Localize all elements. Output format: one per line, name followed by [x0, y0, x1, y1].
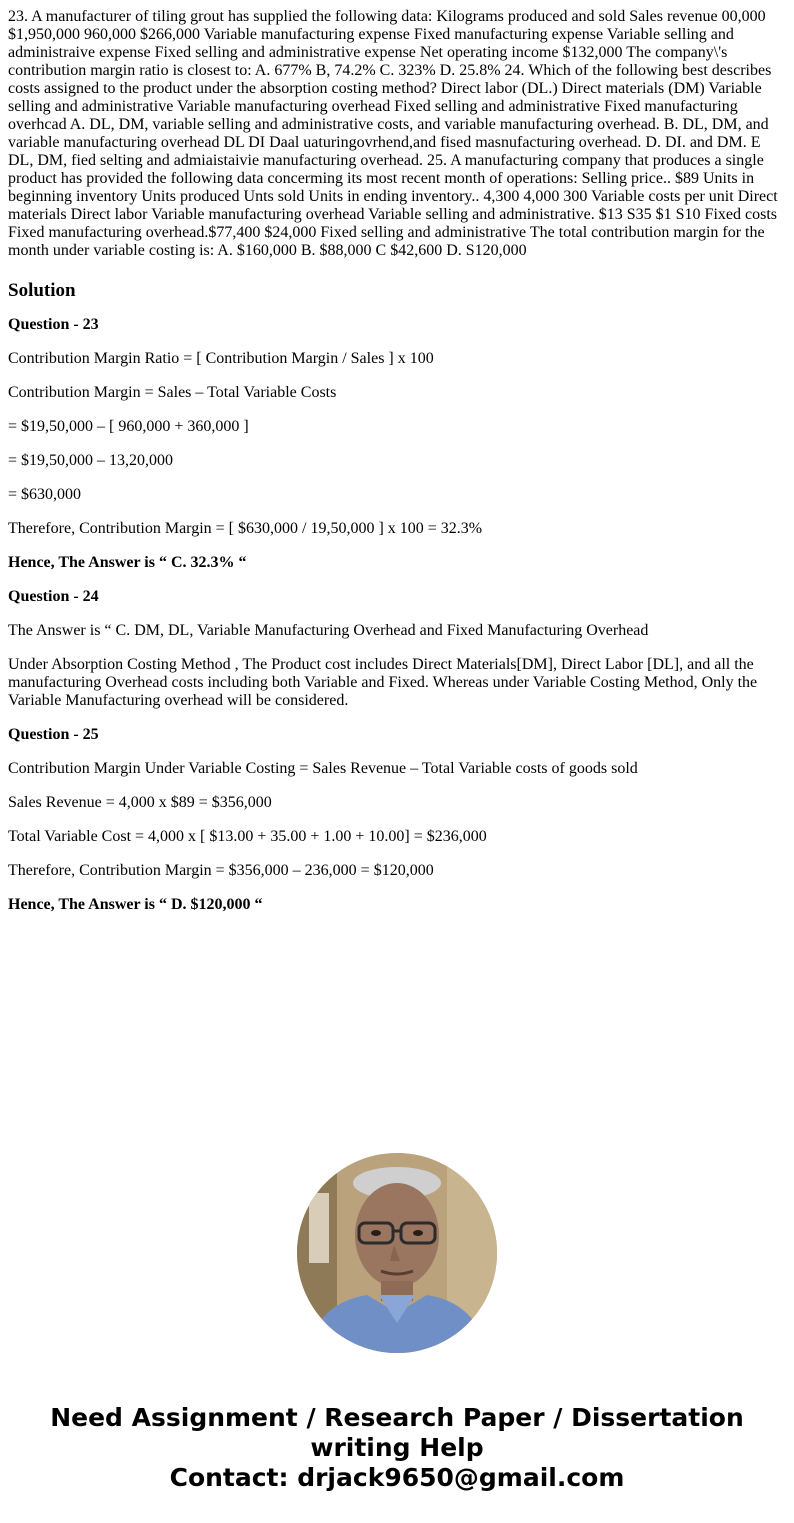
solution-paragraph: Sales Revenue = 4,000 x $89 = $356,000	[8, 794, 272, 811]
solution-subheading: Hence, The Answer is “ C. 32.3% “	[8, 554, 247, 571]
footer-contact-banner	[0, 1403, 794, 1493]
question-text: 23. A manufacturer of tiling grout has supplied the following data: Kilograms produced and sold Sales revenue 00,000 $1,950,000 960,000 $266,000 Variable manufacturing expense Fixed manufacturing expense Variable selling and administraive expense Fixed selling and administrative expense Net operating income $132,000 The company\'s contribution margin ratio is closest to: A. 677% B, 74.2% C. 323% D. 25.8% 24. Which of the following best describes costs assigned to the product under the absorption costing method? Direct labor (DL.) Direct materials (DM) Variable selling and administrative Variable manufacturing overhead Fixed selling and administrative Fixed manufacturing overhcad A. DL, DM, variable selling and administrative costs, and variable manufacturing overhead. B. DL, DM, and variable manufacturing overhead DL DI Daal uaturingovrhend,and fised masnufacturing overhead. D. DI. and DM. E DL, DM, fied selting and admiaistaivie manufacturing overhead. 25. A manufacturing company that produces a single product has provided the following data concerming its most recent month of operations: Selling price.. $89 Units in beginning inventory Units produced Unts sold Units in ending inventory.. 4,300 4,000 300 Variable costs per unit Direct materials Direct labor Variable manufacturing overhead Variable selling and administrative. $13 S35 $1 S10 Fixed costs Fixed manufacturing overhead.$77,400 $24,000 Fixed selling and administrative The total contribution margin for the month under variable costing is: A. $160,000 B. $88,000 C $42,600 D. S120,000	[8, 8, 778, 259]
solution-paragraph: = $19,50,000 – [ 960,000 + 360,000 ]	[8, 418, 249, 435]
solution-subheading: Hence, The Answer is “ D. $120,000 “	[8, 896, 263, 913]
solution-paragraph: = $19,50,000 – 13,20,000	[8, 452, 174, 469]
solution-heading: Solution	[8, 280, 76, 301]
solution-paragraph: Contribution Margin = Sales – Total Variable Costs	[8, 384, 337, 401]
solution-paragraph: Therefore, Contribution Margin = [ $630,000 / 19,50,000 ] x 100 = 32.3%	[8, 520, 483, 537]
tutor-portrait-icon	[297, 1153, 497, 1353]
footer-line-2: writing Help	[310, 1433, 484, 1462]
solution-paragraph: = $630,000	[8, 486, 82, 503]
solution-paragraph: Total Variable Cost = 4,000 x [ $13.00 + 35.00 + 1.00 + 10.00] = $236,000	[8, 828, 487, 845]
solution-subheading: Question - 23	[8, 316, 99, 333]
solution-subheading: Question - 25	[8, 726, 99, 743]
solution-subheading: Question - 24	[8, 588, 99, 605]
footer-contact-email: Contact: drjack9650@gmail.com	[169, 1463, 625, 1492]
page-content	[8, 8, 786, 930]
footer-line-1: Need Assignment / Research Paper / Dissertation	[50, 1403, 744, 1432]
solution-paragraph: Therefore, Contribution Margin = $356,000 – 236,000 = $120,000	[8, 862, 434, 879]
solution-paragraph: Under Absorption Costing Method , The Product cost includes Direct Materials[DM], Direct Labor [DL], and all the manufacturing Overhead costs including both Variable and Fixed. Whereas under Variable Costing Method, Only the Variable Manufacturing overhead will be considered.	[8, 656, 758, 709]
solution-paragraph: The Answer is “ C. DM, DL, Variable Manufacturing Overhead and Fixed Manufacturing Overhead	[8, 622, 649, 639]
solution-paragraph: Contribution Margin Ratio = [ Contribution Margin / Sales ] x 100	[8, 350, 434, 367]
solution-paragraph: Contribution Margin Under Variable Costing = Sales Revenue – Total Variable costs of goods sold	[8, 760, 638, 777]
solution-body	[8, 316, 786, 914]
